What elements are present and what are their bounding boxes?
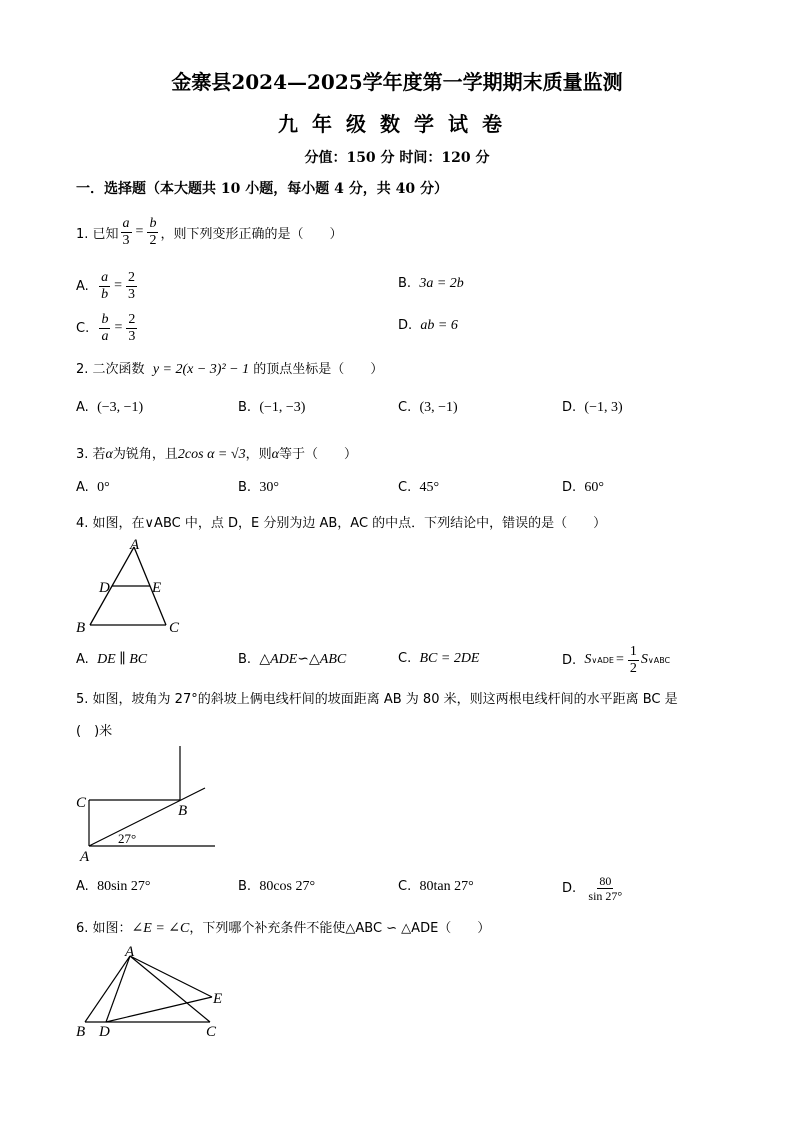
q2-option-c[interactable] [398, 400, 458, 416]
q5-d-d: sin 27° [588, 888, 623, 903]
q2-option-a[interactable] [76, 400, 143, 416]
q3-expr: 2cos α = √3 [177, 447, 246, 462]
q4-d-frac [628, 644, 639, 677]
q5-option-a[interactable] [76, 879, 151, 895]
q4-label-e: E [152, 580, 162, 596]
q6-line-de [106, 997, 212, 1022]
question-5-line2: ( )米 [76, 724, 113, 739]
q4-d-sub2: ∨ABC [647, 655, 671, 665]
q6-prefix: 6. 如图： [76, 921, 132, 936]
exam-title: 金寨县2024—2025学年度第一学期期末质量监测 [171, 70, 623, 94]
q1-c-d1: a [101, 328, 109, 344]
q3-b-text: 30° [259, 480, 279, 495]
q4-option-c[interactable] [398, 651, 479, 667]
option-label: C. [398, 879, 412, 894]
q1-c-frac2 [126, 312, 137, 345]
option-label: C. [398, 400, 412, 415]
q5-d-n: 80 [599, 873, 612, 888]
option-label: B. [238, 879, 252, 894]
q4-d-s2: S [640, 652, 648, 667]
q4-label-a: A [130, 537, 140, 553]
q2-option-b[interactable] [238, 400, 305, 416]
q2-d-text: (−1, 3) [584, 400, 623, 415]
q3-mid: 为锐角，且 [112, 447, 178, 462]
option-label: A. [76, 879, 89, 894]
q6-label-d: D [99, 1024, 110, 1040]
q4-d-s1: S [584, 652, 592, 667]
option-label: B. [398, 276, 412, 291]
question-3 [76, 443, 357, 463]
q5-label-angle: 27° [118, 831, 137, 846]
q1-b-text: 3a = 2b [419, 276, 464, 291]
q6-expr: ∠E = ∠C [131, 921, 190, 936]
q3-d-text: 60° [584, 480, 605, 495]
option-label: C. [398, 651, 412, 666]
q1-c-frac1 [99, 312, 110, 345]
q4-d-sub1: ∨ADE [591, 655, 614, 665]
question-2 [76, 358, 383, 378]
q5-slope-line [89, 788, 205, 846]
question-6 [76, 917, 490, 937]
q2-b-text: (−1, −3) [259, 400, 306, 415]
q4-d-d: 2 [629, 660, 637, 676]
q5-option-b[interactable] [238, 879, 315, 895]
q2-suffix: 的顶点坐标是（ ） [253, 362, 384, 377]
q4-label-c: C [169, 620, 180, 636]
q4-b-text: △ADE∽△ABC [259, 652, 347, 667]
q1-given-d1: 3 [122, 232, 130, 248]
option-label: C. [76, 320, 90, 336]
q6-line-ac [130, 956, 210, 1022]
q4-c-text: BC = 2DE [419, 651, 480, 666]
q5-a-text: 80sin 27° [97, 879, 151, 894]
q4-label-d: D [99, 580, 110, 596]
option-label: B. [238, 480, 252, 495]
q3-option-c[interactable] [398, 480, 439, 496]
q1-a-d1: b [101, 286, 109, 302]
exam-meta: 分值：150 分 时间：120 分 [304, 150, 490, 166]
q5-option-c[interactable] [398, 879, 474, 895]
q1-a-eq: = [114, 278, 122, 293]
q1-option-d[interactable] [398, 318, 458, 334]
option-label: D. [562, 480, 577, 495]
q2-prefix: 2. 二次函数 [76, 362, 145, 377]
q5-figure-slope [70, 740, 220, 865]
q1-a-n2: 2 [127, 269, 135, 285]
q6-line-ad [106, 956, 130, 1022]
q5-label-a: A [80, 849, 90, 865]
q6-label-c: C [206, 1024, 217, 1040]
q1-given-eq: = [135, 224, 144, 239]
q6-line-ab [85, 956, 130, 1022]
q4-d-n: 1 [629, 643, 637, 659]
option-label: D. [562, 880, 577, 896]
q1-a-frac2 [126, 270, 137, 303]
q1-given-n1: a [122, 215, 130, 231]
exam-subtitle: 九年级数学试卷 [278, 112, 516, 136]
question-5-line1: 5. 如图，坡角为 27°的斜坡上俩电线杆间的坡面距离 AB 为 80 米，则这两根电线杆间的水平距离 BC 是 [76, 692, 678, 707]
q1-a-d2: 3 [127, 286, 135, 302]
q6-figure-triangles [70, 940, 230, 1045]
option-label: B. [238, 652, 252, 667]
q1-suffix: ，则下列变形正确的是（ ） [160, 226, 343, 242]
q6-label-e: E [213, 991, 223, 1007]
q5-c-text: 80tan 27° [419, 879, 474, 894]
q1-a-n1: a [101, 269, 109, 285]
q3-prefix: 3. 若 [76, 447, 106, 462]
option-label: A. [76, 652, 89, 667]
q2-expr: y = 2(x − 3)² − 1 [152, 362, 250, 377]
q1-given-n2: b [149, 215, 157, 231]
q6-label-a: A [125, 944, 135, 960]
q5-option-d[interactable] [562, 868, 626, 908]
option-label: C. [398, 480, 412, 495]
q6-line-ae [130, 956, 212, 997]
q1-c-n2: 2 [128, 311, 136, 327]
q5-b-text: 80cos 27° [259, 879, 316, 894]
q5-label-c: C [76, 795, 87, 811]
q3-c-text: 45° [419, 480, 440, 495]
q4-option-d[interactable] [562, 640, 670, 680]
q3-alpha: α [105, 447, 113, 462]
q3-suffix: 等于（ ） [278, 447, 357, 462]
q6-label-b: B [76, 1024, 86, 1040]
q4-figure-triangle [70, 535, 190, 640]
q1-option-a[interactable] [76, 266, 139, 306]
q3-alpha-2: α [271, 447, 279, 462]
option-label: A. [76, 480, 89, 495]
q3-option-a[interactable] [76, 480, 110, 496]
question-1 [76, 212, 342, 252]
q1-c-n1: b [101, 311, 109, 327]
q6-suffix: ，下列哪个补充条件不能使△ABC ∽ △ADE（ ） [189, 921, 491, 936]
q4-label-b: B [76, 620, 86, 636]
q1-prefix: 1. 已知 [76, 226, 119, 242]
q1-c-eq: = [114, 320, 123, 335]
q5-d-frac [586, 874, 624, 903]
option-label: D. [562, 652, 577, 668]
question-4: 4. 如图，在∨ABC 中，点 D，E 分别为边 AB，AC 的中点．下列结论中，错误的是（ ） [76, 516, 607, 531]
q1-fraction-b2 [147, 216, 158, 249]
q3-a-text: 0° [97, 480, 110, 495]
q1-option-b[interactable] [398, 276, 464, 292]
q2-option-d[interactable] [562, 400, 623, 416]
q1-d-text: ab = 6 [420, 318, 458, 333]
option-label: A. [76, 400, 89, 415]
q3-option-b[interactable] [238, 480, 279, 496]
option-label: B. [238, 400, 252, 415]
section-title: 一．选择题（本大题共 10 小题，每小题 4 分，共 40 分） [76, 181, 448, 197]
option-label: D. [398, 318, 413, 333]
q5-label-b: B [178, 803, 188, 819]
q2-c-text: (3, −1) [419, 400, 458, 415]
option-label: A. [76, 278, 89, 294]
q4-option-a[interactable] [76, 651, 147, 668]
q1-given-d2: 2 [149, 232, 157, 248]
q1-c-d2: 3 [128, 328, 136, 344]
q4-d-eq: = [615, 652, 624, 667]
q3-option-d[interactable] [562, 480, 604, 496]
q1-option-c[interactable] [76, 308, 139, 348]
q2-a-text: (−3, −1) [97, 400, 144, 415]
q1-a-frac1 [99, 270, 110, 303]
q4-a-text: DE ∥ BC [97, 652, 148, 667]
q1-fraction-a3 [121, 216, 132, 249]
q4-option-b[interactable] [238, 651, 346, 668]
q3-mid2: ，则 [245, 447, 272, 462]
option-label: D. [562, 400, 577, 415]
